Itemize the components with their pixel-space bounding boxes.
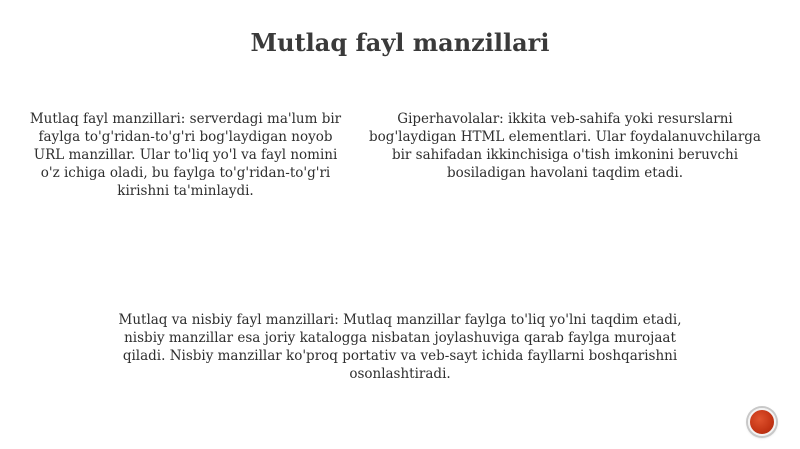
paragraph-absolute-urls: Mutlaq fayl manzillari: serverdagi ma'lum bir faylga to'g'ridan-to'g'ri bog'laydigan noyob URL manzillar. Ular to'liq yo'l va fayl nomini o'z ichiga oladi, bu faylga to'g'ridan-to'g'ri kirishni ta'minlaydi. xyxy=(29,111,342,199)
slide-title: Mutlaq fayl manzillari xyxy=(250,28,550,57)
paragraph-absolute-vs-relative: Mutlaq va nisbiy fayl manzillari: Mutlaq manzillar faylga to'liq yo'lni taqdim etadi, nisbiy manzillar esa joriy katalogga nisbatan joylashuviga qarab faylga murojaat qiladi. Nisbiy manzillar ko'proq portativ va veb-sayt ichida fayllarni boshqarishni osonlashtiradi. xyxy=(118,312,682,382)
red-circle-icon[interactable] xyxy=(748,408,776,436)
paragraph-hyperlinks: Giperhavolalar: ikkita veb-sahifa yoki resurslarni bog'laydigan HTML elementlari. Ular foydalanuvchilarga bir sahifadan ikkinchisiga o'tish imkonini beruvchi bosiladigan havolani taqdim etadi. xyxy=(369,111,761,181)
